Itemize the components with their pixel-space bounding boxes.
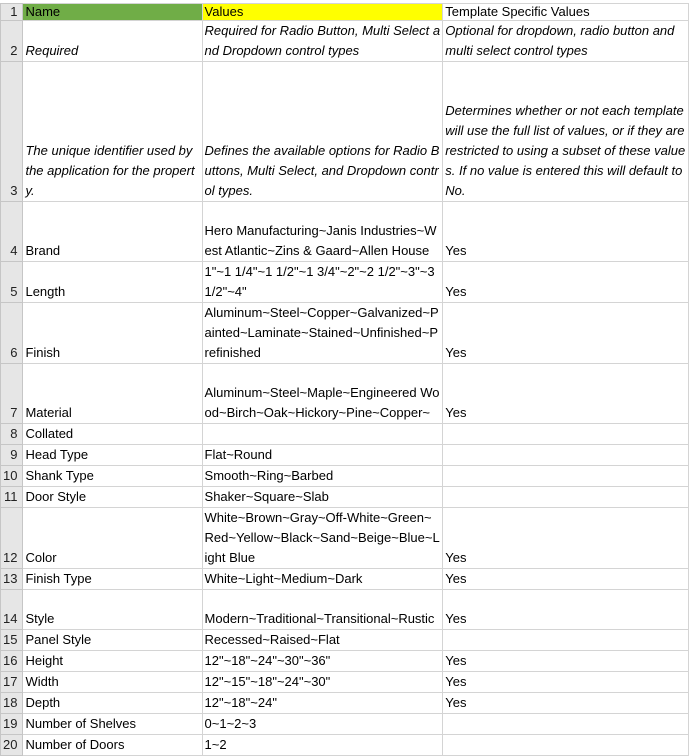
cell-values[interactable] [202,424,443,445]
cell-template-values[interactable] [443,487,689,508]
cell-name[interactable]: Finish Type [23,569,202,590]
grid-body [1,4,689,756]
cell-values[interactable]: Hero Manufacturing~Janis Industries~West Atlantic~Zins & Gaard~Allen House [202,202,443,262]
cell-name[interactable]: Collated [23,424,202,445]
spreadsheet-grid [0,3,689,756]
row-number[interactable]: 20 [1,735,23,756]
cell-template-values[interactable]: Yes [443,262,689,303]
cell-template-values[interactable]: Yes [443,202,689,262]
cell-values[interactable]: White~Light~Medium~Dark [202,569,443,590]
cell-name[interactable]: Finish [23,303,202,364]
cell-values[interactable]: 1~2 [202,735,443,756]
table-row [1,466,689,487]
row-number[interactable]: 1 [1,4,23,21]
cell-template-values[interactable]: Yes [443,569,689,590]
cell-values[interactable]: 12"~15"~18"~24"~30" [202,672,443,693]
table-row [1,672,689,693]
cell-name[interactable]: Height [23,651,202,672]
cell-template-values[interactable]: Determines whether or not each template will use the full list of values, or if they are restricted to using a subset of these values. If no value is entered this will default to No. [443,62,689,202]
cell-template-values[interactable] [443,424,689,445]
cell-values[interactable]: Aluminum~Steel~Maple~Engineered Wood~Birch~Oak~Hickory~Pine~Copper~ [202,364,443,424]
cell-name[interactable]: The unique identifier used by the application for the property. [23,62,202,202]
cell-template-values[interactable]: Yes [443,672,689,693]
row-number[interactable]: 16 [1,651,23,672]
cell-name[interactable]: Color [23,508,202,569]
table-row [1,445,689,466]
cell-template-values[interactable] [443,445,689,466]
cell-template-values[interactable] [443,466,689,487]
cell-template-values[interactable]: Yes [443,508,689,569]
table-row [1,508,689,569]
table-row [1,303,689,364]
cell-values[interactable]: White~Brown~Gray~Off-White~Green~Red~Yellow~Black~Sand~Beige~Blue~Light Blue [202,508,443,569]
table-row [1,569,689,590]
cell-values[interactable]: Aluminum~Steel~Copper~Galvanized~Painted~Laminate~Stained~Unfinished~Prefinished [202,303,443,364]
table-row [1,714,689,735]
cell-name[interactable]: Name [23,4,202,21]
row-number[interactable]: 9 [1,445,23,466]
row-number[interactable]: 12 [1,508,23,569]
cell-values[interactable]: 1"~1 1/4"~1 1/2"~1 3/4"~2"~2 1/2"~3"~3 1/2"~4" [202,262,443,303]
row-number[interactable]: 11 [1,487,23,508]
table-row [1,4,689,21]
table-row [1,735,689,756]
cell-name[interactable]: Width [23,672,202,693]
table-row [1,262,689,303]
cell-name[interactable]: Shank Type [23,466,202,487]
cell-template-values[interactable]: Optional for dropdown, radio button and multi select control types [443,21,689,62]
cell-values[interactable]: 12"~18"~24"~30"~36" [202,651,443,672]
table-row [1,590,689,630]
table-row [1,693,689,714]
cell-template-values[interactable]: Yes [443,693,689,714]
table-row [1,651,689,672]
table-row [1,630,689,651]
table-row [1,487,689,508]
table-row [1,364,689,424]
cell-template-values[interactable]: Yes [443,651,689,672]
cell-name[interactable]: Number of Doors [23,735,202,756]
cell-values[interactable]: Values [202,4,443,21]
row-number[interactable]: 5 [1,262,23,303]
row-number[interactable]: 6 [1,303,23,364]
cell-name[interactable]: Head Type [23,445,202,466]
cell-name[interactable]: Brand [23,202,202,262]
table-row [1,62,689,202]
cell-name[interactable]: Number of Shelves [23,714,202,735]
cell-values[interactable]: Required for Radio Button, Multi Select and Dropdown control types [202,21,443,62]
cell-values[interactable]: Modern~Traditional~Transitional~Rustic [202,590,443,630]
cell-template-values[interactable]: Yes [443,590,689,630]
row-number[interactable]: 3 [1,62,23,202]
cell-template-values[interactable]: Yes [443,364,689,424]
cell-template-values[interactable]: Yes [443,303,689,364]
row-number[interactable]: 2 [1,21,23,62]
cell-template-values[interactable]: Template Specific Values [443,4,689,21]
cell-values[interactable]: 12"~18"~24" [202,693,443,714]
row-number[interactable]: 13 [1,569,23,590]
row-number[interactable]: 8 [1,424,23,445]
cell-template-values[interactable] [443,714,689,735]
cell-name[interactable]: Material [23,364,202,424]
cell-values[interactable]: Shaker~Square~Slab [202,487,443,508]
table-row [1,424,689,445]
row-number[interactable]: 18 [1,693,23,714]
row-number[interactable]: 10 [1,466,23,487]
cell-name[interactable]: Length [23,262,202,303]
cell-values[interactable]: Defines the available options for Radio Buttons, Multi Select, and Dropdown control types. [202,62,443,202]
cell-name[interactable]: Depth [23,693,202,714]
row-number[interactable]: 15 [1,630,23,651]
cell-name[interactable]: Style [23,590,202,630]
cell-template-values[interactable] [443,735,689,756]
cell-values[interactable]: Recessed~Raised~Flat [202,630,443,651]
row-number[interactable]: 4 [1,202,23,262]
row-number[interactable]: 19 [1,714,23,735]
table-row [1,21,689,62]
table-row [1,202,689,262]
row-number[interactable]: 14 [1,590,23,630]
cell-name[interactable]: Panel Style [23,630,202,651]
cell-template-values[interactable] [443,630,689,651]
cell-values[interactable]: Smooth~Ring~Barbed [202,466,443,487]
cell-values[interactable]: Flat~Round [202,445,443,466]
cell-name[interactable]: Required [23,21,202,62]
cell-values[interactable]: 0~1~2~3 [202,714,443,735]
row-number[interactable]: 17 [1,672,23,693]
row-number[interactable]: 7 [1,364,23,424]
cell-name[interactable]: Door Style [23,487,202,508]
